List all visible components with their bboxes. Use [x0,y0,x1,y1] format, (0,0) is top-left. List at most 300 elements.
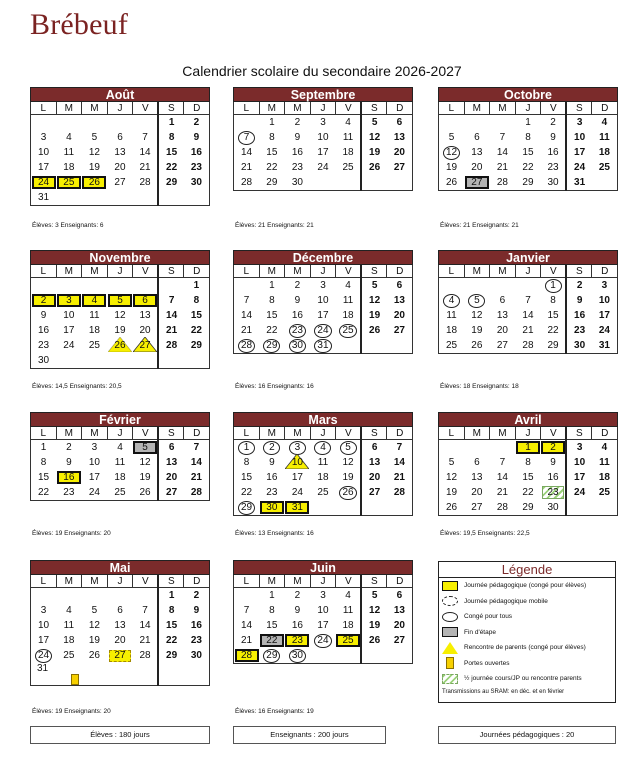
weekday-header: D [387,427,413,440]
day-cell [133,663,159,686]
dash-icon [442,596,458,606]
yel-icon [442,581,458,591]
day-cell [336,618,362,633]
day-cell [515,500,541,516]
day-cell [158,440,184,456]
day-number: 19 [445,487,458,498]
day-number: 7 [499,457,506,468]
day-cell [361,648,387,664]
day-number: 18 [317,472,329,483]
day-cell [541,145,567,160]
day-cell [361,323,387,338]
day-cell [285,145,311,160]
day-cell [310,278,336,294]
day-cell [158,663,184,686]
weekday-header: M [56,102,82,115]
day-number: 10 [37,147,50,158]
day-cell [184,440,210,456]
month-septembre [233,87,413,191]
day-cell [184,455,210,470]
weekday-header: S [361,102,387,115]
day-number: 5 [371,590,378,601]
day-number: 8 [193,295,200,306]
day-number: 27 [393,325,405,336]
day-number: 8 [269,605,275,616]
day-cell [387,440,413,456]
day-number: 12 [114,310,126,321]
day-cell [515,115,541,131]
day-number: 19 [445,162,458,173]
day-cell [158,308,184,323]
day-number: 25 [598,487,610,498]
day-cell [515,175,541,191]
day-cell [490,338,516,354]
day-cell [566,440,592,456]
day-number: 13 [393,605,405,616]
day-number: 29 [263,339,280,353]
day-cell [285,308,311,323]
day-number: 22 [37,487,50,498]
day-cell [82,485,108,501]
day-cell [82,278,108,294]
weekday-header: S [361,575,387,588]
day-number: 2 [193,590,200,601]
day-cell [82,293,108,308]
day-cell [490,293,516,308]
day-number: 16 [190,620,202,631]
day-cell [234,588,260,604]
day-cell [515,308,541,323]
weekday-header: L [31,265,57,278]
day-cell [184,633,210,648]
day-number: 3 [601,280,608,291]
day-number: 9 [294,132,301,143]
day-cell [592,338,618,354]
day-number: 20 [471,487,483,498]
day-number: 10 [574,132,586,143]
day-number: 9 [193,132,200,143]
day-number: 26 [114,340,126,351]
parent-meeting-marker [133,340,157,351]
day-number: 6 [134,295,156,306]
day-number: 27 [166,487,178,498]
gray-icon [442,627,458,637]
day-cell [592,323,618,338]
day-number: 23 [286,635,308,646]
day-number: 16 [547,147,559,158]
month-mai [30,560,210,686]
weekday-header: M [285,575,311,588]
weekday-header: S [361,427,387,440]
day-number: 10 [37,620,50,631]
day-number: 19 [369,620,381,631]
day-cell [56,440,82,456]
day-number: 22 [190,325,202,336]
day-number: 20 [393,310,405,321]
day-cell [158,618,184,633]
day-cell [336,603,362,618]
day-number: 24 [33,177,55,188]
weekday-header: M [259,575,285,588]
weekday-header: L [234,575,260,588]
day-cell [515,470,541,485]
day-number: 17 [317,310,329,321]
day-number: 3 [320,590,326,601]
day-number: 24 [317,162,329,173]
day-cell [361,485,387,500]
day-cell [184,293,210,308]
day-cell [541,455,567,470]
legend-footer: Transmissions au SRAM: en déc. et en février [442,688,565,695]
weekday-header: S [566,265,592,278]
month-header: Février [30,412,210,427]
day-cell [541,160,567,175]
day-cell [184,308,210,323]
day-number: 4 [345,590,351,601]
day-number: 23 [291,162,303,173]
day-cell [285,485,311,500]
day-cell [566,485,592,500]
weekday-header: M [464,265,490,278]
weekday-header: S [158,575,184,588]
day-cell [31,130,57,145]
day-cell [361,308,387,323]
month-table [30,102,210,206]
day-number: 21 [522,325,534,336]
day-cell [310,440,336,456]
legend-item [439,640,615,656]
month-note: Élèves: 18 Enseignants: 18 [440,383,519,390]
day-number: 25 [88,340,100,351]
day-number: 18 [342,147,354,158]
day-cell [515,160,541,175]
day-cell [31,190,57,206]
day-cell [56,648,82,663]
day-cell [158,145,184,160]
day-cell [259,293,285,308]
day-cell [133,175,159,190]
day-cell [184,115,210,131]
legend-item [439,609,615,625]
day-cell [56,175,82,190]
month-decembre [233,250,413,354]
weekday-header: V [133,265,159,278]
day-cell [515,485,541,500]
day-number: 18 [342,620,354,631]
legend-label: ½ journée cours/JP ou rencontre parents [464,675,582,683]
day-number: 25 [339,324,356,338]
day-number: 23 [266,487,278,498]
day-number: 14 [240,310,253,321]
day-cell [515,293,541,308]
weekday-header: M [259,427,285,440]
day-number: 6 [499,295,506,306]
day-cell [566,323,592,338]
legend-item [439,594,615,610]
day-cell [361,455,387,470]
day-cell [592,278,618,294]
day-number: 17 [291,472,303,483]
day-cell [566,278,592,294]
day-cell [56,485,82,501]
day-number: 23 [543,487,563,498]
weekday-header: V [133,102,159,115]
day-number: 25 [317,487,329,498]
day-cell [158,603,184,618]
day-number: 3 [91,442,98,453]
day-cell [259,500,285,516]
weekday-header: V [541,265,567,278]
day-cell [56,618,82,633]
day-cell [361,145,387,160]
day-number: 31 [37,192,50,203]
day-number: 2 [294,590,301,601]
day-number: 15 [266,620,278,631]
day-number: 29 [266,177,278,188]
day-number: 14 [166,310,178,321]
month-note: Élèves: 19 Enseignants: 20 [32,708,111,715]
weekday-header: S [158,265,184,278]
day-cell [31,663,57,686]
weekday-header: M [56,427,82,440]
weekday-header: M [82,427,108,440]
day-number: 4 [117,442,123,453]
day-cell [566,130,592,145]
weekday-header: J [107,265,133,278]
day-cell [592,485,618,500]
day-cell [490,130,516,145]
day-number: 11 [446,310,457,321]
day-cell [387,470,413,485]
month-header: Avril [438,412,618,427]
day-cell [439,323,465,338]
day-number: 29 [547,340,559,351]
day-cell [361,175,387,191]
day-cell [234,485,260,500]
day-cell [439,130,465,145]
day-number: 30 [574,340,586,351]
day-cell [259,455,285,470]
day-cell [285,440,311,456]
day-number: 10 [317,605,329,616]
day-cell [107,175,133,190]
day-cell [82,353,108,369]
day-cell [566,293,592,308]
parent-meeting-marker [108,340,132,351]
day-cell [82,470,108,485]
day-cell [107,618,133,633]
day-number: 8 [525,132,531,143]
day-number: 20 [166,472,178,483]
day-cell [490,308,516,323]
day-cell [541,130,567,145]
day-cell [56,323,82,338]
day-number: 22 [266,325,278,336]
day-cell [56,338,82,353]
day-cell [566,175,592,191]
day-cell [592,175,618,191]
day-cell [158,190,184,206]
day-number: 26 [88,650,100,661]
day-cell [259,323,285,338]
day-cell [592,115,618,131]
day-cell [184,588,210,604]
day-cell [464,160,490,175]
day-cell [56,308,82,323]
day-cell [234,293,260,308]
day-cell [259,115,285,131]
day-cell [515,145,541,160]
day-cell [234,455,260,470]
day-number: 20 [496,325,508,336]
day-cell [158,648,184,663]
day-number: 3 [320,280,326,291]
day-number: 9 [66,457,72,468]
day-number: 5 [468,294,485,308]
day-number: 4 [314,441,331,455]
day-number: 31 [598,340,610,351]
day-number: 28 [236,650,258,661]
weekday-header: D [184,427,210,440]
day-cell [133,278,159,294]
day-number: 24 [598,325,610,336]
day-cell [387,338,413,354]
day-number: 10 [88,457,100,468]
day-number: 11 [599,132,610,143]
brebeuf-logo: Brébeuf [30,8,129,41]
day-number: 12 [369,295,381,306]
day-cell [336,175,362,191]
day-cell [133,648,159,663]
day-cell [439,160,465,175]
day-cell [259,130,285,145]
month-table [233,102,413,191]
day-number: 8 [168,132,175,143]
day-cell [234,500,260,516]
day-number: 14 [496,472,508,483]
day-cell [158,588,184,604]
day-number: 1 [269,280,275,291]
month-header: Novembre [30,250,210,265]
day-cell [336,278,362,294]
day-number: 7 [168,295,175,306]
day-cell [361,293,387,308]
day-number: 13 [114,620,126,631]
day-cell [133,603,159,618]
day-number: 18 [63,162,75,173]
day-number: 10 [317,132,329,143]
day-cell [234,115,260,131]
day-number: 27 [466,177,488,188]
day-number: 18 [598,147,610,158]
day-cell [464,175,490,191]
day-number: 11 [114,457,126,468]
weekday-header: V [133,575,159,588]
weekday-header: M [82,575,108,588]
day-cell [158,323,184,338]
day-cell [133,618,159,633]
day-number: 21 [240,635,253,646]
day-cell [387,115,413,131]
day-cell [592,293,618,308]
day-cell [107,588,133,604]
day-number: 22 [166,162,178,173]
month-table [233,427,413,516]
day-number: 30 [291,177,303,188]
day-cell [336,588,362,604]
day-number: 30 [261,502,283,513]
day-cell [107,603,133,618]
month-note: Élèves: 21 Enseignants: 21 [440,222,519,229]
weekday-header: M [285,265,311,278]
day-number: 25 [63,650,75,661]
day-cell [56,455,82,470]
day-number: 1 [168,590,175,601]
day-cell [541,115,567,131]
day-cell [234,648,260,664]
day-cell [31,160,57,175]
day-cell [133,308,159,323]
day-cell [31,293,57,308]
day-cell [259,648,285,664]
day-cell [82,338,108,353]
day-cell [515,323,541,338]
day-number: 23 [190,635,202,646]
weekday-header: L [234,102,260,115]
day-number: 19 [114,325,126,336]
day-cell [361,160,387,175]
day-cell [490,323,516,338]
weekday-header: M [259,265,285,278]
day-number: 23 [190,162,202,173]
legend-label: Journée pédagogique mobile [464,597,548,605]
day-cell [361,618,387,633]
day-number: 26 [369,635,381,646]
day-number: 1 [269,590,275,601]
day-cell [336,293,362,308]
weekday-header: D [184,575,210,588]
month-note: Élèves: 21 Enseignants: 21 [235,222,314,229]
day-number: 5 [448,132,455,143]
day-cell [234,145,260,160]
day-number: 23 [63,487,75,498]
day-number: 30 [547,502,559,513]
day-cell [158,160,184,175]
legend-items [439,578,615,687]
day-number: 29 [263,649,280,663]
day-cell [592,130,618,145]
day-number: 4 [601,117,608,128]
day-number: 4 [601,442,608,453]
day-number: 13 [114,147,126,158]
day-number: 22 [522,162,534,173]
day-number: 20 [471,162,483,173]
total-eleves: Élèves : 180 jours [30,726,210,744]
weekday-header: J [515,102,541,115]
day-number: 12 [342,457,354,468]
day-number: 16 [266,472,278,483]
day-cell [336,470,362,485]
day-number: 19 [88,635,100,646]
day-cell [361,470,387,485]
day-number: 12 [445,472,458,483]
weekday-header: D [592,427,618,440]
day-cell [361,115,387,131]
day-number: 28 [496,177,508,188]
day-cell [107,115,133,131]
legend-label: Fin d'étape [464,628,496,636]
day-number: 8 [550,295,556,306]
